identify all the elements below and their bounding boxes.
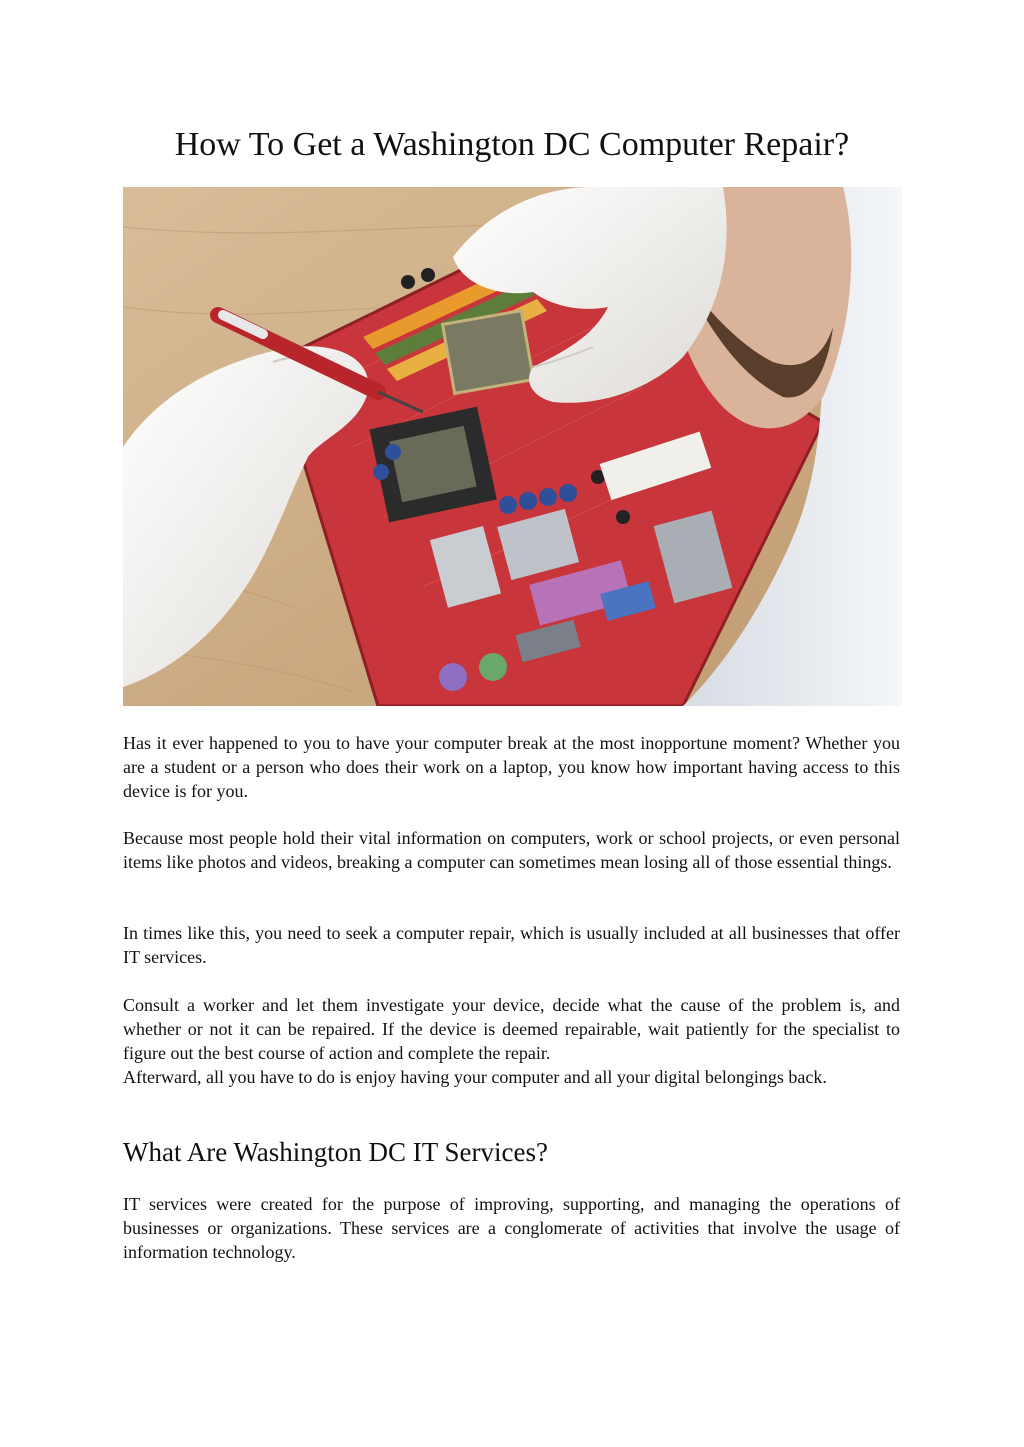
paragraph-1: Has it ever happened to you to have your computer break at the most inopportune moment? Whether you are a student or a person who does their work on a laptop, you know how important having access to this device is for you. [123, 733, 900, 801]
hero-photo [123, 187, 902, 706]
section-heading: What Are Washington DC IT Services? [123, 1137, 548, 1167]
paragraph-5: Afterward, all you have to do is enjoy having your computer and all your digital belongings back. [123, 1067, 827, 1087]
cpu-chip [443, 311, 534, 394]
motherboard-repair-illustration [123, 187, 902, 706]
paragraph-3: In times like this, you need to seek a computer repair, which is usually included at all businesses that offer IT services. [123, 923, 900, 967]
page-title: How To Get a Washington DC Computer Repair? [174, 126, 850, 163]
paragraph-4: Consult a worker and let them investigate your device, decide what the cause of the problem is, and whether or not it can be repaired. If the device is deemed repairable, wait patiently for the specialist to figure out the best course of action and complete the repair. [123, 995, 900, 1063]
paragraph-2: Because most people hold their vital information on computers, work or school projects, or even personal items like photos and videos, breaking a computer can sometimes mean losing all of those essential things. [123, 828, 900, 872]
section-paragraph-1: IT services were created for the purpose of improving, supporting, and managing the operations of businesses or organizations. These services are a conglomerate of activities that involve the usage of information technology. [123, 1194, 900, 1262]
